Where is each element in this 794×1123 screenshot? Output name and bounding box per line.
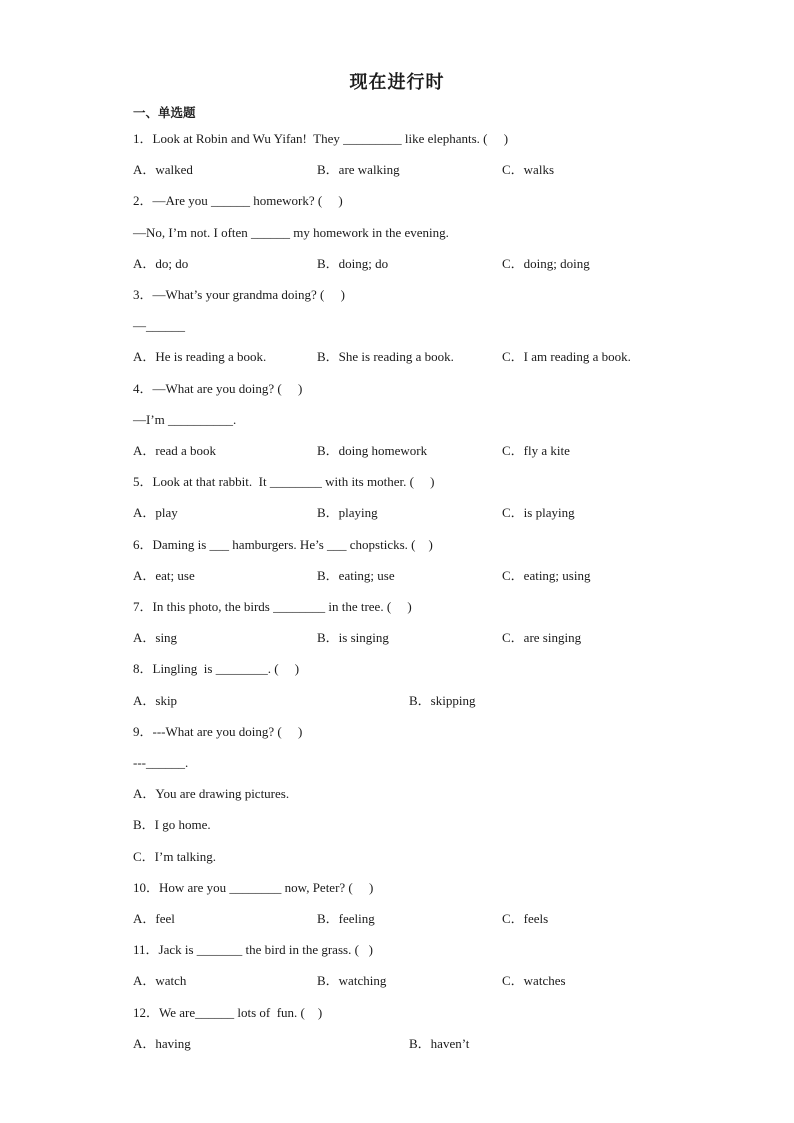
question-2-option-a[interactable]: A．do; do	[133, 256, 189, 271]
question-4-option-c[interactable]: C．fly a kite	[502, 443, 570, 458]
question-12-stem: 12．We are______ lots of fun. ( )	[133, 1005, 323, 1020]
question-9-option-c[interactable]: C．I’m talking.	[133, 849, 217, 864]
question-5-option-b[interactable]: B．playing	[317, 505, 378, 520]
question-4-option-a[interactable]: A．read a book	[133, 443, 217, 458]
question-12-option-b[interactable]: B．haven’t	[409, 1036, 470, 1051]
question-6-stem: 6．Daming is ___ hamburgers. He’s ___ chopsticks. ( )	[133, 537, 433, 552]
question-8-option-a[interactable]: A．skip	[133, 693, 178, 708]
section-heading: 一、单选题	[133, 105, 196, 120]
question-10-option-a[interactable]: A．feel	[133, 911, 175, 926]
question-6-option-b[interactable]: B．eating; use	[317, 568, 395, 583]
question-7-option-b[interactable]: B．is singing	[317, 630, 389, 645]
question-3-reply: —______	[133, 318, 185, 333]
question-11-option-a[interactable]: A．watch	[133, 973, 187, 988]
question-5-option-a[interactable]: A．play	[133, 505, 178, 520]
question-9-option-a[interactable]: A．You are drawing pictures.	[133, 786, 290, 801]
question-1-option-a[interactable]: A．walked	[133, 162, 193, 177]
question-2-option-b[interactable]: B．doing; do	[317, 256, 389, 271]
question-5-stem: 5．Look at that rabbit. It ________ with its mother. ( )	[133, 474, 435, 489]
question-3-stem: 3．—What’s your grandma doing? ( )	[133, 287, 345, 302]
question-3-option-a[interactable]: A．He is reading a book.	[133, 349, 267, 364]
question-10-option-b[interactable]: B．feeling	[317, 911, 375, 926]
question-9-stem: 9．---What are you doing? ( )	[133, 724, 303, 739]
question-7-option-a[interactable]: A．sing	[133, 630, 178, 645]
question-2-option-c[interactable]: C．doing; doing	[502, 256, 590, 271]
question-4-stem: 4．—What are you doing? ( )	[133, 381, 303, 396]
question-9-option-b[interactable]: B．I go home.	[133, 817, 211, 832]
question-4-reply: —I’m __________.	[133, 412, 237, 427]
question-2-reply: —No, I’m not. I often ______ my homework in the evening.	[133, 225, 449, 240]
question-11-option-b[interactable]: B．watching	[317, 973, 387, 988]
question-10-stem: 10．How are you ________ now, Peter? ( )	[133, 880, 374, 895]
question-3-option-c[interactable]: C．I am reading a book.	[502, 349, 631, 364]
question-6-option-c[interactable]: C．eating; using	[502, 568, 591, 583]
question-11-option-c[interactable]: C．watches	[502, 973, 566, 988]
question-7-option-c[interactable]: C．are singing	[502, 630, 582, 645]
question-1-stem: 1．Look at Robin and Wu Yifan! They _________ like elephants. ( )	[133, 131, 509, 146]
question-5-option-c[interactable]: C．is playing	[502, 505, 575, 520]
question-9-reply: ---______.	[133, 755, 189, 770]
question-7-stem: 7．In this photo, the birds ________ in the tree. ( )	[133, 599, 412, 614]
question-11-stem: 11．Jack is _______ the bird in the grass. ( )	[133, 942, 373, 957]
question-2-stem: 2．—Are you ______ homework? ( )	[133, 193, 343, 208]
question-1-option-c[interactable]: C．walks	[502, 162, 555, 177]
question-8-stem: 8．Lingling is ________. ( )	[133, 661, 300, 676]
question-6-option-a[interactable]: A．eat; use	[133, 568, 195, 583]
question-1-option-b[interactable]: B．are walking	[317, 162, 400, 177]
question-3-option-b[interactable]: B．She is reading a book.	[317, 349, 454, 364]
question-12-option-a[interactable]: A．having	[133, 1036, 191, 1051]
question-10-option-c[interactable]: C．feels	[502, 911, 549, 926]
question-4-option-b[interactable]: B．doing homework	[317, 443, 428, 458]
question-8-option-b[interactable]: B．skipping	[409, 693, 476, 708]
page-title: 现在进行时	[349, 72, 445, 93]
